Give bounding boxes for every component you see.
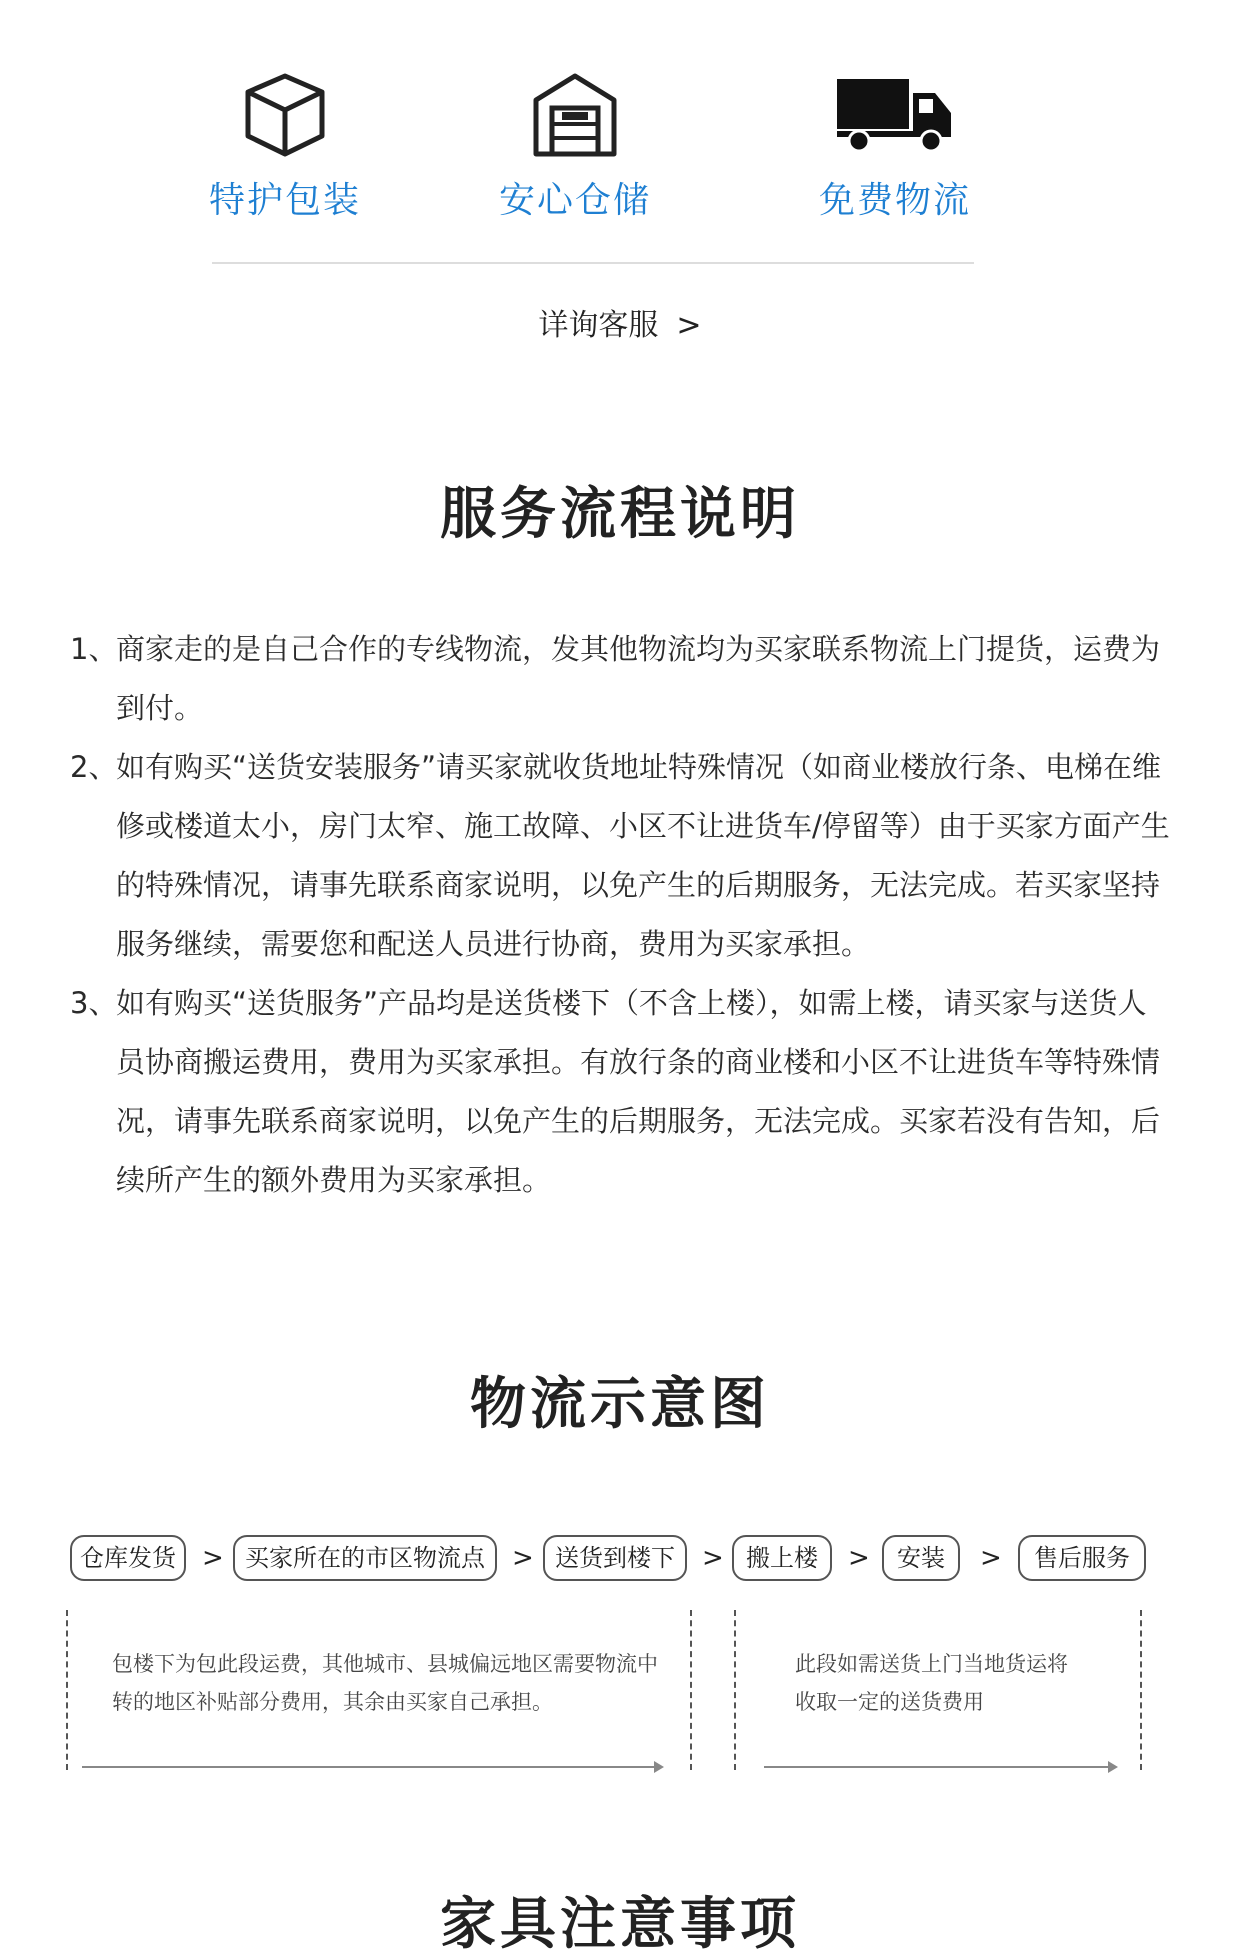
dashed-guide (734, 1610, 736, 1770)
rule-number: 2、 (70, 750, 118, 784)
feature-label: 免费物流 (818, 180, 971, 221)
flow-separator: > (512, 1543, 534, 1573)
rule-item (70, 974, 1170, 1210)
rule-item (70, 738, 1170, 974)
feature-packaging (165, 70, 405, 223)
flow-step: 送货到楼下 (543, 1535, 687, 1581)
note-right: 此段如需送货上门当地货运将收取一定的送货费用 (795, 1652, 1068, 1714)
logistics-flow (0, 1535, 1240, 1585)
divider (212, 262, 974, 264)
truck-icon (775, 70, 1015, 160)
arrow-head-icon (1108, 1761, 1118, 1773)
consult-link[interactable] (0, 300, 1240, 344)
section-title-logistics: 物流示意图 (470, 1372, 770, 1437)
feature-storage (455, 70, 695, 223)
flow-step: 搬上楼 (732, 1535, 832, 1581)
consult-label[interactable]: 详询客服 (538, 308, 659, 343)
chevron-right-icon[interactable]: > (676, 308, 702, 343)
feature-row (0, 70, 1240, 230)
rules-list (70, 620, 1170, 1210)
flow-step: 买家所在的市区物流点 (233, 1535, 497, 1581)
rule-item (70, 620, 1170, 738)
box-icon (165, 70, 405, 160)
flow-separator: > (848, 1543, 870, 1573)
rule-number: 3、 (70, 986, 118, 1020)
flow-step: 售后服务 (1018, 1535, 1146, 1581)
dashed-guide (1140, 1610, 1142, 1770)
note-left: 包楼下为包此段运费，其他城市、县城偏远地区需要物流中转的地区补贴部分费用，其余由买家自己承担。 (112, 1652, 658, 1714)
arrow-line-left (82, 1766, 662, 1768)
warehouse-icon (455, 70, 695, 160)
rule-number: 1、 (70, 632, 118, 666)
feature-logistics (775, 70, 1015, 223)
dashed-guide (66, 1610, 68, 1770)
rule-text: 商家走的是自己合作的专线物流，发其他物流均为买家联系物流上门提货，运费为到付。 (116, 632, 1161, 725)
arrow-line-right (764, 1766, 1116, 1768)
feature-label: 特护包装 (208, 180, 361, 221)
flow-separator: > (702, 1543, 724, 1573)
dashed-guide (690, 1610, 692, 1770)
rule-text: 如有购买“送货服务”产品均是送货楼下（不含上楼），如需上楼，请买家与送货人员协商搬运费用，费用为买家承担。有放行条的商业楼和小区不让进货车等特殊情况，请事先联系商家说明，以免产生的后期服务，无法完成。买家若没有告知，后续所产生的额外费用为买家承担。 (116, 986, 1161, 1197)
rule-text: 如有购买“送货安装服务”请买家就收货地址特殊情况（如商业楼放行条、电梯在维修或楼道太小，房门太窄、施工故障、小区不让进货车/停留等）由于买家方面产生的特殊情况，请事先联系商家说明，以免产生的后期服务，无法完成。若买家坚持服务继续，需要您和配送人员进行协商，费用为买家承担。 (116, 750, 1170, 961)
section-title-furniture: 家具注意事项 (440, 1892, 800, 1957)
flow-separator: > (202, 1543, 224, 1573)
arrow-head-icon (654, 1761, 664, 1773)
flow-step: 仓库发货 (70, 1535, 186, 1581)
flow-separator: > (980, 1543, 1002, 1573)
flow-step: 安装 (882, 1535, 960, 1581)
feature-label: 安心仓储 (498, 180, 651, 221)
section-title-service: 服务流程说明 (440, 482, 800, 547)
